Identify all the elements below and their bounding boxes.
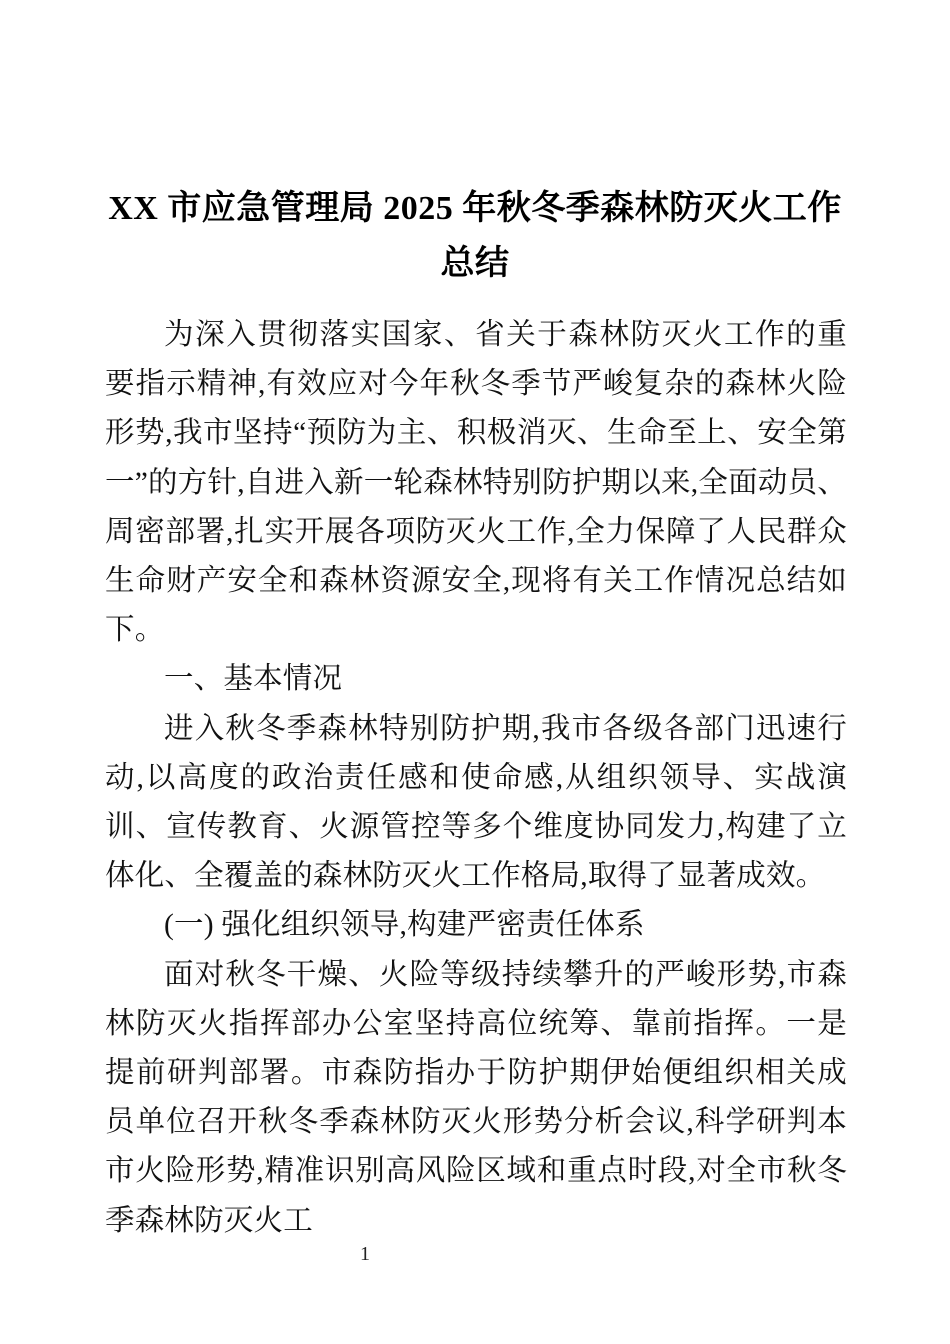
page-title: XX 市应急管理局 2025 年秋冬季森林防灭火工作总结 bbox=[108, 189, 842, 282]
paragraph-subsection-1-1-body: 面对秋冬干燥、火险等级持续攀升的严峻形势,市森林防灭火指挥部办公室坚持高位统筹、靠前指挥。一是提前研判部署。市森防指办于防护期伊始便组织相关成员单位召开秋冬季森林防灭火形势分析会议,科学研判本市火险形势,精准识别高风险区域和重点时段,对全市秋冬季森林防灭火工 bbox=[105, 958, 847, 1237]
section-heading-1: 一、基本情况 bbox=[164, 663, 343, 696]
page-number: 1 bbox=[360, 1243, 370, 1265]
paragraph-intro: 为深入贯彻落实国家、省关于森林防灭火工作的重要指示精神,有效应对今年秋冬季节严峻复杂的森林火险形势,我市坚持“预防为主、积极消灭、生命至上、安全第一”的方针,自进入新一轮森林特别防护期以来,全面动员、周密部署,扎实开展各项防灭火工作,全力保障了人民群众生命财产安全和森林资源安全,现将有关工作情况总结如下。 bbox=[105, 319, 847, 647]
paragraph-section-1-body: 进入秋冬季森林特别防护期,我市各级各部门迅速行动,以高度的政治责任感和使命感,从组织领导、实战演训、宣传教育、火源管控等多个维度协同发力,构建了立体化、全覆盖的森林防灭火工作格局,取得了显著成效。 bbox=[105, 712, 847, 893]
subsection-heading-1-1: (一) 强化组织领导,构建严密责任体系 bbox=[164, 909, 645, 942]
document-body bbox=[105, 311, 847, 1246]
